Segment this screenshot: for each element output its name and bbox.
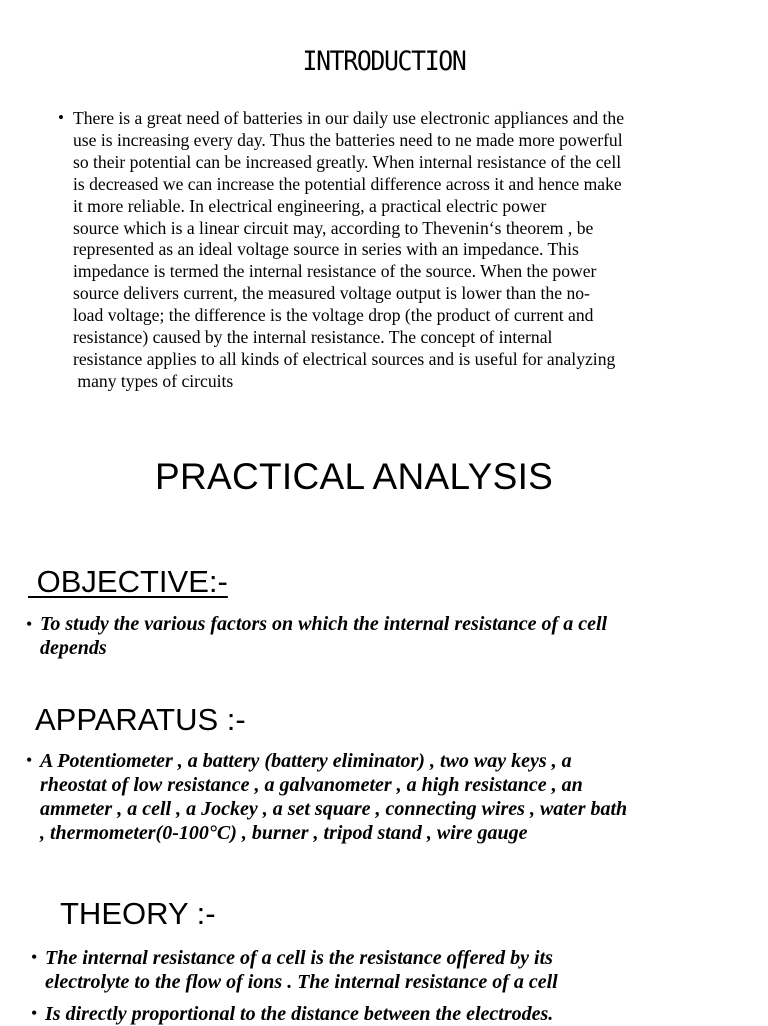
introduction-title: INTRODUCTION <box>302 46 466 77</box>
introduction-line: many types of circuits <box>73 370 234 391</box>
apparatus-bullet: • <box>26 750 33 770</box>
theory-line: The internal resistance of a cell is the resistance offered by its <box>45 947 553 969</box>
introduction-paragraph <box>73 108 723 393</box>
introduction-line: source delivers current, the measured voltage output is lower than the no- <box>73 283 590 304</box>
introduction-line: is decreased we can increase the potential difference across it and hence make <box>73 173 622 194</box>
objective-line: To study the various factors on which the internal resistance of a cell <box>40 613 608 635</box>
introduction-line: resistance applies to all kinds of electrical sources and is useful for analyzing <box>73 348 616 369</box>
introduction-line: use is increasing every day. Thus the batteries need to ne made more powerful <box>73 129 623 150</box>
objective-line: depends <box>40 637 107 659</box>
objective-heading: OBJECTIVE:- <box>28 564 228 599</box>
practical-analysis-title: PRACTICAL ANALYSIS <box>155 456 554 497</box>
introduction-bullet: • <box>58 108 64 127</box>
apparatus-line: rheostat of low resistance , a galvanometer , a high resistance , an <box>40 774 583 796</box>
introduction-line: represented as an ideal voltage source in series with an impedance. This <box>73 239 579 260</box>
theory-heading: THEORY :- <box>60 896 216 931</box>
theory-line: electrolyte to the flow of ions . The internal resistance of a cell <box>45 971 558 993</box>
introduction-line: source which is a linear circuit may, according to Thevenin‘s theorem , be <box>73 217 594 238</box>
objective-text <box>40 612 607 660</box>
theory-line: Is directly proportional to the distance between the electrodes. <box>45 1003 554 1025</box>
apparatus-line: ammeter , a cell , a Jockey , a set square , connecting wires , water bath <box>40 798 628 820</box>
theory-bullet: • <box>31 1003 38 1023</box>
introduction-line: resistance) caused by the internal resistance. The concept of internal <box>73 327 553 348</box>
objective-bullet: • <box>26 614 33 634</box>
theory-bullet: • <box>31 947 38 967</box>
introduction-line: impedance is termed the internal resistance of the source. When the power <box>73 261 597 282</box>
apparatus-line: A Potentiometer , a battery (battery eliminator) , two way keys , a <box>40 750 572 772</box>
introduction-line: so their potential can be increased greatly. When internal resistance of the cell <box>73 151 622 172</box>
introduction-line: There is a great need of batteries in our daily use electronic appliances and the <box>73 108 625 128</box>
apparatus-line: , thermometer(0-100°C) , burner , tripod stand , wire gauge <box>40 822 528 844</box>
theory-point-1 <box>45 946 558 994</box>
theory-point-2 <box>45 1002 553 1026</box>
apparatus-text <box>40 749 627 845</box>
introduction-line: load voltage; the difference is the voltage drop (the product of current and <box>73 305 594 326</box>
apparatus-heading: APPARATUS :- <box>35 702 246 737</box>
introduction-line: it more reliable. In electrical engineering, a practical electric power <box>73 195 547 216</box>
